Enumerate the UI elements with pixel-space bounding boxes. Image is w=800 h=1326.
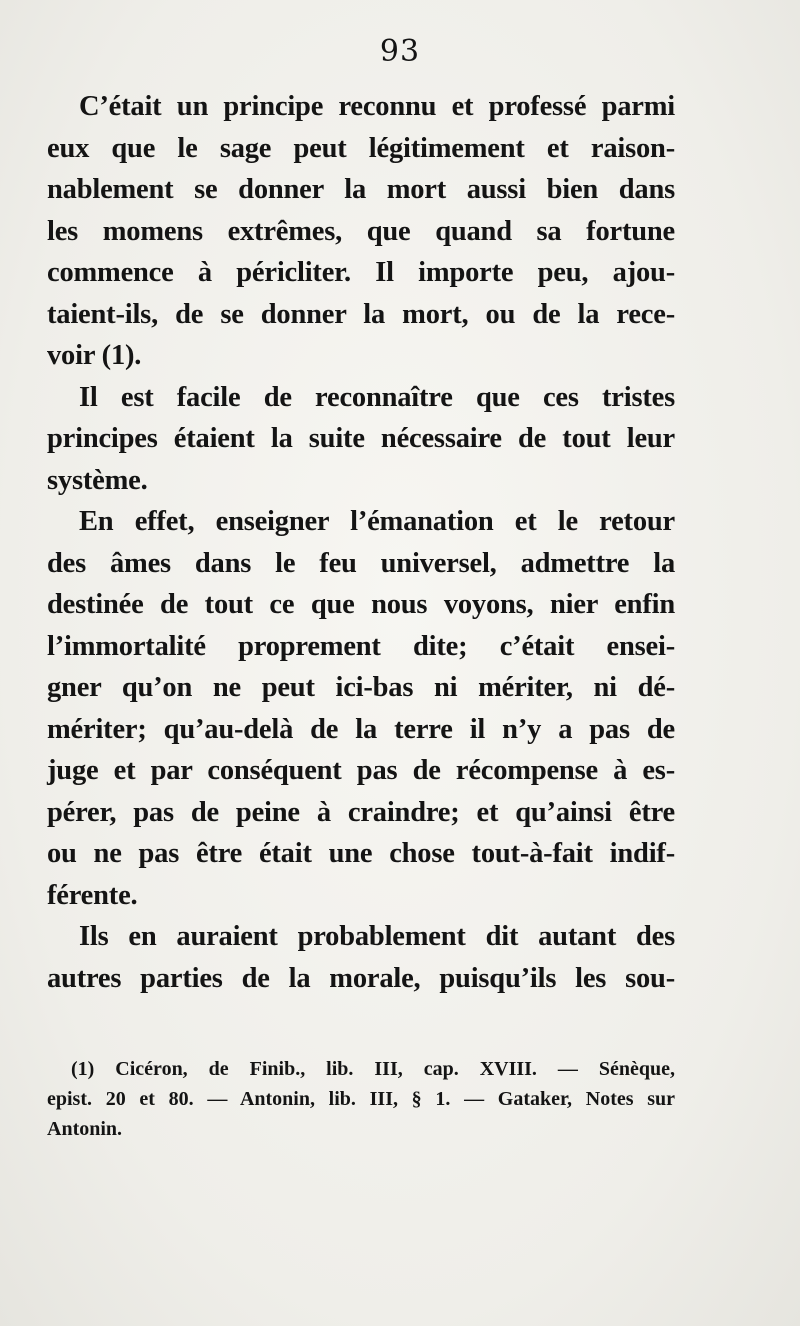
text-line: juge et par conséquent pas de récompense à es-: [47, 755, 675, 786]
paragraph-4: [47, 916, 675, 999]
text-line: gner qu’on ne peut ici-bas ni mériter, ni dé-: [47, 672, 675, 703]
text-line: mériter; qu’au-delà de la terre il n’y a pas de: [47, 713, 675, 745]
footnote-line: epist. 20 et 80. — Antonin, lib. III, § 1. — Gataker, Notes sur: [47, 1088, 675, 1110]
text-line: système.: [47, 464, 148, 496]
text-line: destinée de tout ce que nous voyons, nier enfin: [47, 589, 675, 620]
text-line: nablement se donner la mort aussi bien dans: [47, 174, 675, 205]
paragraph-1: [47, 86, 675, 377]
text-line: C’était un principe reconnu et professé parmi: [79, 91, 675, 122]
text-line: pérer, pas de peine à craindre; et qu’ainsi être: [47, 796, 675, 828]
text-line: voir (1).: [47, 340, 142, 371]
text-line: des âmes dans le feu universel, admettre la: [47, 547, 675, 579]
paragraph-2: [47, 377, 675, 502]
text-line: ou ne pas être était une chose tout-à-fait indif-: [47, 838, 675, 869]
text-line: principes étaient la suite nécessaire de tout leur: [47, 423, 675, 454]
footnote-line: Antonin.: [47, 1118, 123, 1140]
text-line: l’immortalité proprement dite; c’était ensei-: [47, 630, 675, 662]
paragraph-3: [47, 501, 675, 916]
text-line: férente.: [47, 879, 138, 911]
text-line: commence à péricliter. Il importe peu, ajou-: [47, 257, 675, 288]
text-line: taient-ils, de se donner la mort, ou de la rece-: [47, 298, 675, 330]
text-line: En effet, enseigner l’émanation et le retour: [79, 506, 675, 537]
text-line: autres parties de la morale, puisqu’ils les sou-: [47, 962, 675, 994]
footnote-line: (1) Cicéron, de Finib., lib. III, cap. XVIII. — Sénèque,: [71, 1058, 675, 1080]
footnotes: [47, 1054, 675, 1144]
text-line: Ils en auraient probablement dit autant des: [79, 921, 675, 952]
text-line: eux que le sage peut légitimement et raison-: [47, 132, 675, 164]
text-line: Il est facile de reconnaître que ces tristes: [79, 381, 675, 413]
text-line: les momens extrêmes, que quand sa fortune: [47, 215, 675, 247]
body-text: [47, 86, 675, 999]
page-number: 93: [379, 34, 421, 69]
